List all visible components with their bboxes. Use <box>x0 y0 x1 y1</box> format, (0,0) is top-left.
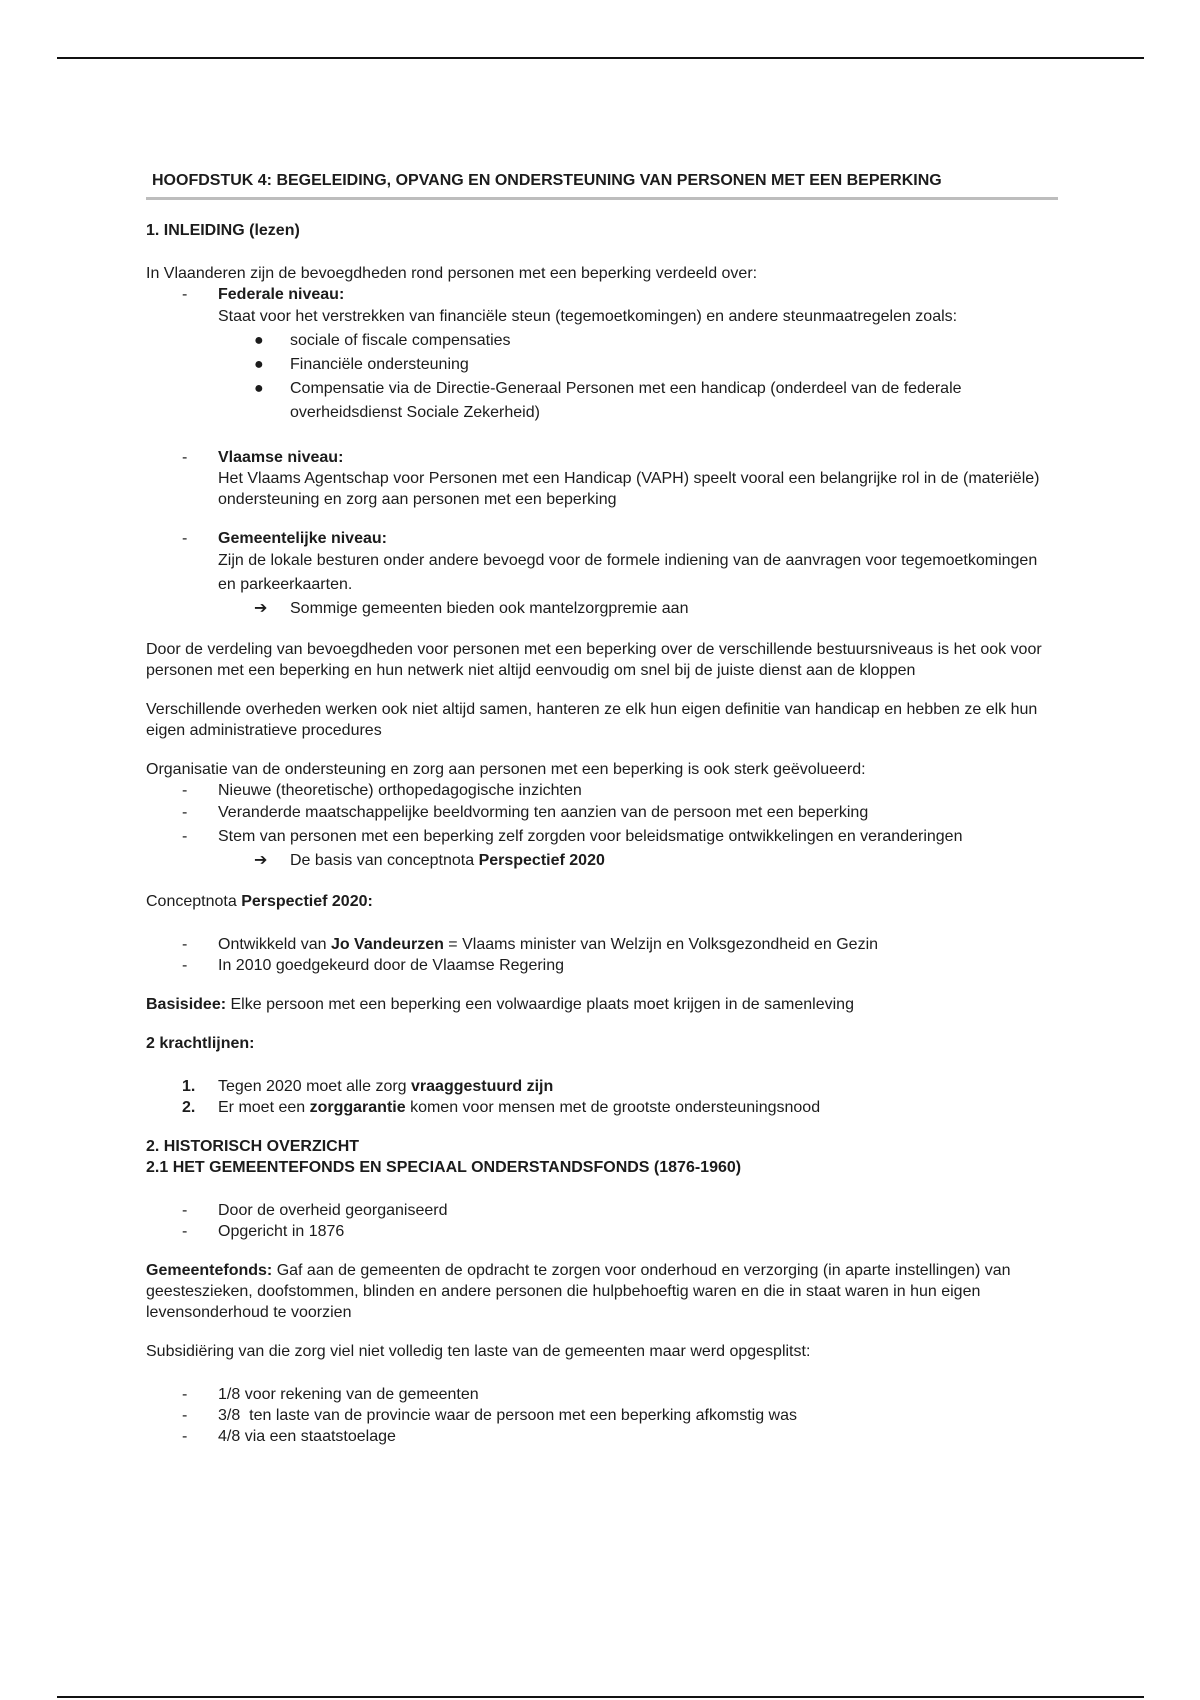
dash-marker: - <box>182 804 188 821</box>
list-item: - Stem van personen met een beperking zelf zorgden voor beleidsmatige ontwikkelingen en veranderingen <box>146 825 1058 849</box>
list-item: ● Financiële ondersteuning <box>146 353 1058 377</box>
list-item: - 3/8 ten laste van de provincie waar de persoon met een beperking afkomstig was <box>182 1407 797 1424</box>
dash-marker: - <box>182 530 188 547</box>
list-item: - 1/8 voor rekening van de gemeenten <box>182 1386 479 1403</box>
bottom-rule <box>57 1696 1144 1698</box>
federal-text: Staat voor het verstrekken van financiële steun (tegemoetkomingen) en andere steunmaatregelen zoals: <box>218 308 958 325</box>
arrow-icon: ➔ <box>254 852 268 869</box>
list-item: ● Compensatie via de Directie-Generaal Personen met een handicap (onderdeel van de federale overheidsdienst Sociale Zekerheid) <box>146 377 1058 425</box>
flemish-text: Het Vlaams Agentschap voor Personen met een Handicap (VAPH) speelt vooral een belangrijke rol in de (materiële) ondersteuning en zorg aan personen met een beperking <box>218 470 1040 508</box>
paragraph: Organisatie van de ondersteuning en zorg aan personen met een beperking is ook sterk geëvolueerd: <box>146 761 866 778</box>
intro-paragraph: In Vlaanderen zijn de bevoegdheden rond personen met een beperking verdeeld over: <box>146 265 758 282</box>
dash-marker: - <box>182 1386 188 1403</box>
arrow-icon: ➔ <box>254 600 268 617</box>
section-heading: 2. HISTORISCH OVERZICHT <box>146 1138 360 1155</box>
dash-marker: - <box>182 1202 188 1219</box>
basisidee: Basisidee: Elke persoon met een beperking een volwaardige plaats moet krijgen in de samenleving <box>146 996 854 1013</box>
list-item: 1. Tegen 2020 moet alle zorg vraaggestuurd zijn <box>182 1078 554 1095</box>
municipal-title: Gemeentelijke niveau: <box>218 530 387 547</box>
document-body <box>146 168 1058 1447</box>
bullet-marker: ● <box>254 332 264 349</box>
list-item: - Veranderde maatschappelijke beeldvorming ten aanzien van de persoon met een beperking <box>146 801 1058 825</box>
dash-marker: - <box>182 286 188 303</box>
dash-marker: - <box>182 1223 188 1240</box>
list-item: ➔ Sommige gemeenten bieden ook mantelzorgpremie aan <box>146 597 1058 621</box>
subsection-heading: 2.1 HET GEMEENTEFONDS EN SPECIAAL ONDERSTANDSFONDS (1876-1960) <box>146 1159 742 1176</box>
concept-line: Conceptnota Perspectief 2020: <box>146 893 373 910</box>
dash-marker: - <box>182 936 188 953</box>
list-item-municipal <box>146 528 1058 549</box>
list-item: - In 2010 goedgekeurd door de Vlaamse Regering <box>182 957 565 974</box>
bullet-marker: ● <box>254 356 264 373</box>
dash-marker: - <box>182 1407 188 1424</box>
dash-marker: - <box>182 449 188 466</box>
dash-marker: - <box>182 782 188 799</box>
list-item-flemish <box>146 447 1058 468</box>
list-item: - Door de overheid georganiseerd <box>182 1202 448 1219</box>
paragraph: Subsidiëring van die zorg viel niet volledig ten laste van de gemeenten maar werd opgesplitst: <box>146 1343 811 1360</box>
federal-title: Federale niveau: <box>218 286 345 303</box>
list-item: ➔ De basis van conceptnota Perspectief 2020 <box>146 849 1058 873</box>
gemeentefonds-paragraph: Gemeentefonds: Gaf aan de gemeenten de opdracht te zorgen voor onderhoud en verzorging (in aparte instellingen) van geesteszieken, doofstommen, blinden en andere personen die hulpbehoeftig waren en die in staat waren in hun eigen levensonderhoud te voorzien <box>146 1262 1011 1321</box>
top-rule <box>57 57 1144 59</box>
list-item: - 4/8 via een staatstoelage <box>182 1428 396 1445</box>
municipal-text: Zijn de lokale besturen onder andere bevoegd voor de formele indiening van de aanvragen voor tegemoetkomingen en parkeerkaarten. <box>218 552 1038 593</box>
paragraph: Verschillende overheden werken ook niet altijd samen, hanteren ze elk hun eigen definitie van handicap en hebben ze elk hun eigen administratieve procedures <box>146 701 1038 739</box>
flemish-title: Vlaamse niveau: <box>218 449 344 466</box>
dash-marker: - <box>182 957 188 974</box>
list-item: - Nieuwe (theoretische) orthopedagogische inzichten <box>182 782 582 799</box>
list-item: - Ontwikkeld van Jo Vandeurzen = Vlaams minister van Welzijn en Volksgezondheid en Gezin <box>182 936 879 953</box>
paragraph: Door de verdeling van bevoegdheden voor personen met een beperking over de verschillende bestuursniveaus is het ook voor personen met een beperking en hun netwerk niet altijd eenvoudig om snel bij de juiste dienst aan de kloppen <box>146 641 1042 679</box>
list-item-federal <box>146 284 1058 305</box>
list-item: - Opgericht in 1876 <box>182 1223 345 1240</box>
dash-marker: - <box>182 828 188 845</box>
bullet-marker: ● <box>254 380 264 397</box>
krachtlijnen-title: 2 krachtlijnen: <box>146 1035 255 1052</box>
chapter-title: HOOFDSTUK 4: BEGELEIDING, OPVANG EN ONDERSTEUNING VAN PERSONEN MET EEN BEPERKING <box>146 168 1058 200</box>
list-item: 2. Er moet een zorggarantie komen voor mensen met de grootste ondersteuningsnood <box>182 1099 821 1116</box>
dash-marker: - <box>182 1428 188 1445</box>
section-heading: 1. INLEIDING (lezen) <box>146 222 300 239</box>
list-item: ● sociale of fiscale compensaties <box>146 329 1058 353</box>
